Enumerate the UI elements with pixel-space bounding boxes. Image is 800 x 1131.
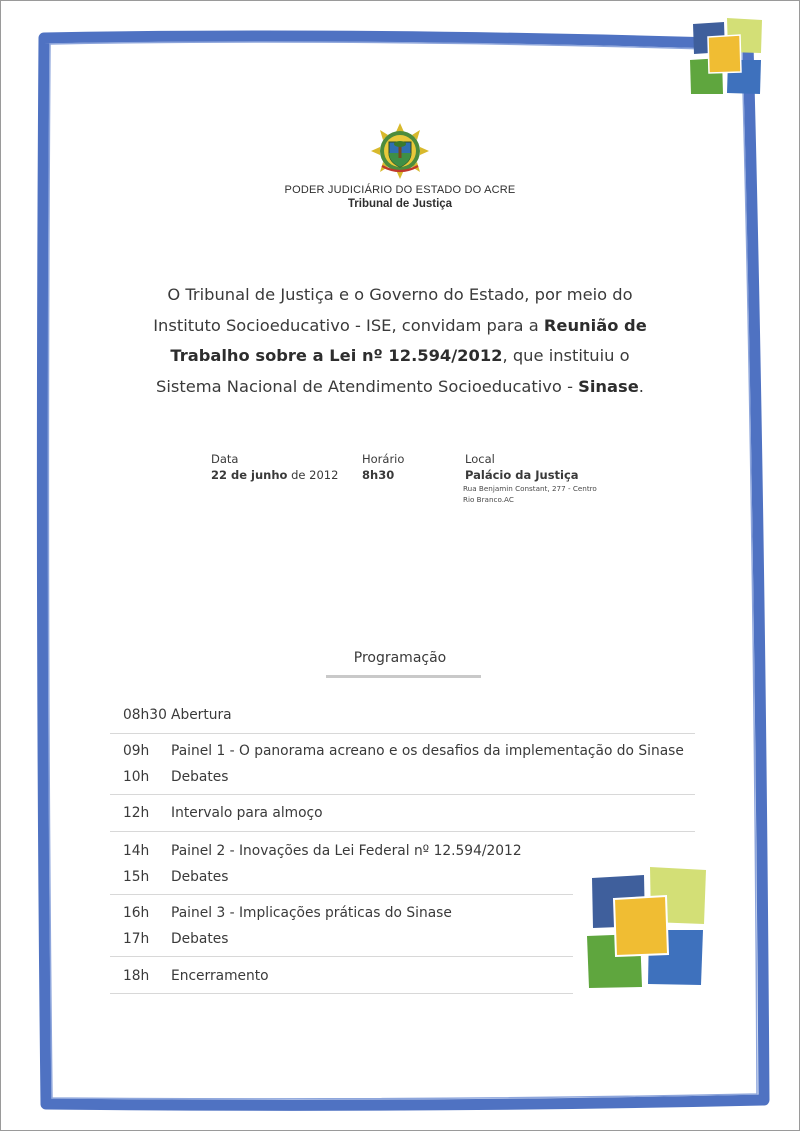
program-divider: [110, 794, 695, 795]
place-label: Local: [465, 452, 495, 466]
program-time: 10h: [123, 769, 150, 785]
meeting-title: Reunião de Trabalho sobre a Lei nº 12.594/2012: [170, 315, 647, 365]
program-row: [110, 770, 710, 784]
org-name: PODER JUDICIÁRIO DO ESTADO DO ACRE: [284, 184, 516, 196]
program-divider: [110, 956, 573, 957]
program-row: [110, 708, 710, 722]
program-desc: Encerramento: [171, 968, 269, 984]
program-row: [110, 806, 710, 820]
program-time: 12h: [123, 805, 150, 821]
invitation-end: .: [638, 376, 644, 396]
place-name-text: Palácio da Justiça: [465, 468, 579, 482]
invitation-part-1: O Tribunal de Justiça e o Governo do Estado, por meio do Instituto Socioeducativo - ISE, convidam para a: [153, 285, 633, 335]
program-desc: Debates: [171, 869, 229, 885]
program-desc: Intervalo para almoço: [171, 805, 323, 821]
court-name: Tribunal de Justiça: [347, 198, 453, 210]
program-divider: [110, 831, 695, 832]
tiles-logo-bottom: [584, 864, 712, 990]
invitation-text: [150, 280, 650, 402]
date-value: [211, 468, 338, 482]
program-row: [110, 744, 710, 758]
program-divider: [110, 733, 695, 734]
time-value: [362, 468, 394, 482]
program-time: 15h: [123, 869, 150, 885]
invitation-part-2: , que instituiu o Sistema Nacional de Atendimento Socioeducativo -: [156, 346, 630, 396]
place-address: Rua Benjamin Constant, 277 - Centro: [463, 484, 597, 493]
program-desc: Abertura: [171, 707, 232, 723]
tile-yellow: [708, 35, 741, 73]
program-desc: Painel 2 - Inovações da Lei Federal nº 12.594/2012: [171, 843, 522, 859]
program-title-underline: [326, 675, 481, 678]
sinase-name: Sinase: [578, 376, 639, 396]
program-desc: Painel 3 - Implicações práticas do Sinase: [171, 905, 452, 921]
program-divider: [110, 894, 573, 895]
program-desc: Debates: [171, 931, 229, 947]
time-value-text: 8h30: [362, 468, 395, 482]
program-time: 18h: [123, 968, 150, 984]
tile-yellow: [614, 896, 668, 956]
date-label: Data: [211, 452, 239, 466]
date-day: 22 de junho: [211, 468, 288, 482]
place-name: [465, 468, 579, 482]
program-time: 09h: [123, 743, 150, 759]
program-desc: Painel 1 - O panorama acreano e os desafios da implementação do Sinase: [171, 743, 684, 759]
program-title: Programação: [353, 650, 447, 666]
program-row: [110, 844, 710, 858]
program-time: 08h30: [123, 707, 167, 723]
program-time: 16h: [123, 905, 150, 921]
program-desc: Debates: [171, 769, 229, 785]
date-year: de 2012: [287, 468, 339, 482]
coat-of-arms-icon: [370, 122, 430, 180]
place-city: Rio Branco.AC: [463, 495, 514, 504]
tiles-logo-top: [688, 16, 766, 98]
program-time: 14h: [123, 843, 150, 859]
program-time: 17h: [123, 931, 150, 947]
time-label: Horário: [362, 452, 405, 466]
program-divider: [110, 993, 573, 994]
